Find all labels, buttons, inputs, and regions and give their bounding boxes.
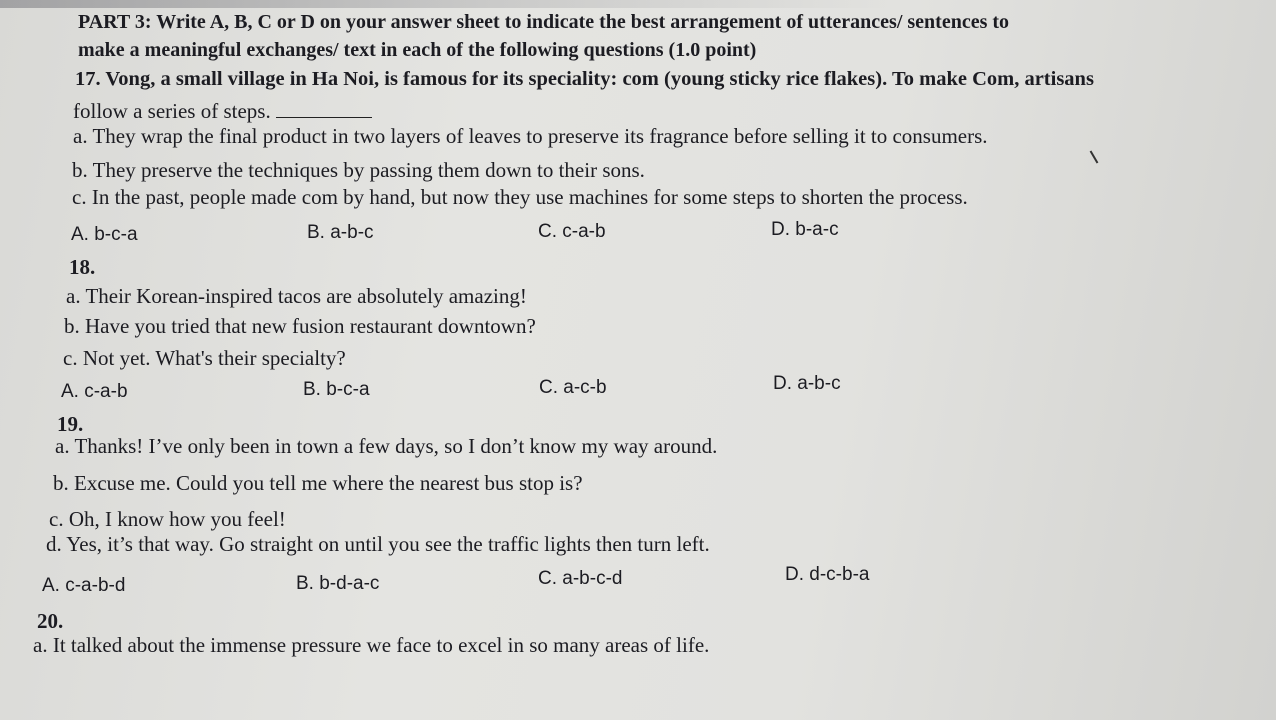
q19-item-a: a. Thanks! I’ve only been in town a few days, so I don’t know my way around. xyxy=(55,434,718,458)
part-title-line2: make a meaningful exchanges/ text in each of the following questions (1.0 point) xyxy=(78,39,757,61)
pencil-mark xyxy=(1090,150,1099,163)
q18-item-b: b. Have you tried that new fusion restaurant downtown? xyxy=(64,314,536,338)
q17-stem-text: 17. Vong, a small village in Ha Noi, is famous for its speciality: com (young sticky rice flakes). To make Com, artisans xyxy=(75,68,1094,90)
top-edge-shadow xyxy=(0,0,1276,8)
q19-number: 19. xyxy=(57,412,84,436)
q17-stem-line1 xyxy=(75,66,1094,92)
q17-item-c: c. In the past, people made com by hand, but now they use machines for some steps to shorten the process. xyxy=(72,185,968,209)
q17-option-b: B. a-b-c xyxy=(307,222,374,243)
q20-number: 20. xyxy=(37,609,64,633)
q18-option-c: C. a-c-b xyxy=(539,377,607,398)
q17-item-a: a. They wrap the final product in two layers of leaves to preserve its fragrance before selling it to consumers. xyxy=(73,124,988,148)
q18-option-a: A. c-a-b xyxy=(61,381,128,402)
q18-option-b: B. b-c-a xyxy=(303,379,370,400)
q17-stem-text-2: follow a series of steps. xyxy=(73,99,271,123)
q17-stem-line2 xyxy=(73,98,372,124)
q19-item-d: d. Yes, it’s that way. Go straight on until you see the traffic lights then turn left. xyxy=(46,532,710,556)
q18-number: 18. xyxy=(69,255,96,279)
q19-option-c: C. a-b-c-d xyxy=(538,568,623,589)
q17-item-b: b. They preserve the techniques by passing them down to their sons. xyxy=(72,158,645,182)
q18-item-c: c. Not yet. What's their specialty? xyxy=(63,346,346,370)
q19-item-c: c. Oh, I know how you feel! xyxy=(49,507,286,531)
q17-option-c: C. c-a-b xyxy=(538,221,606,242)
q19-item-b: b. Excuse me. Could you tell me where the nearest bus stop is? xyxy=(53,471,583,495)
q17-option-d: D. b-a-c xyxy=(771,219,839,240)
q18-option-d: D. a-b-c xyxy=(773,373,841,394)
part-title-line1: PART 3: Write A, B, C or D on your answer sheet to indicate the best arrangement of utterances/ sentences to xyxy=(78,11,1010,33)
q17-option-a: A. b-c-a xyxy=(71,224,138,245)
q18-item-a: a. Their Korean-inspired tacos are absolutely amazing! xyxy=(66,284,527,308)
q17-answer-blank xyxy=(276,99,372,118)
q19-option-b: B. b-d-a-c xyxy=(296,573,380,594)
q20-item-a: a. It talked about the immense pressure we face to excel in so many areas of life. xyxy=(33,633,710,657)
q19-option-a: A. c-a-b-d xyxy=(42,575,126,596)
q19-option-d: D. d-c-b-a xyxy=(785,564,870,585)
